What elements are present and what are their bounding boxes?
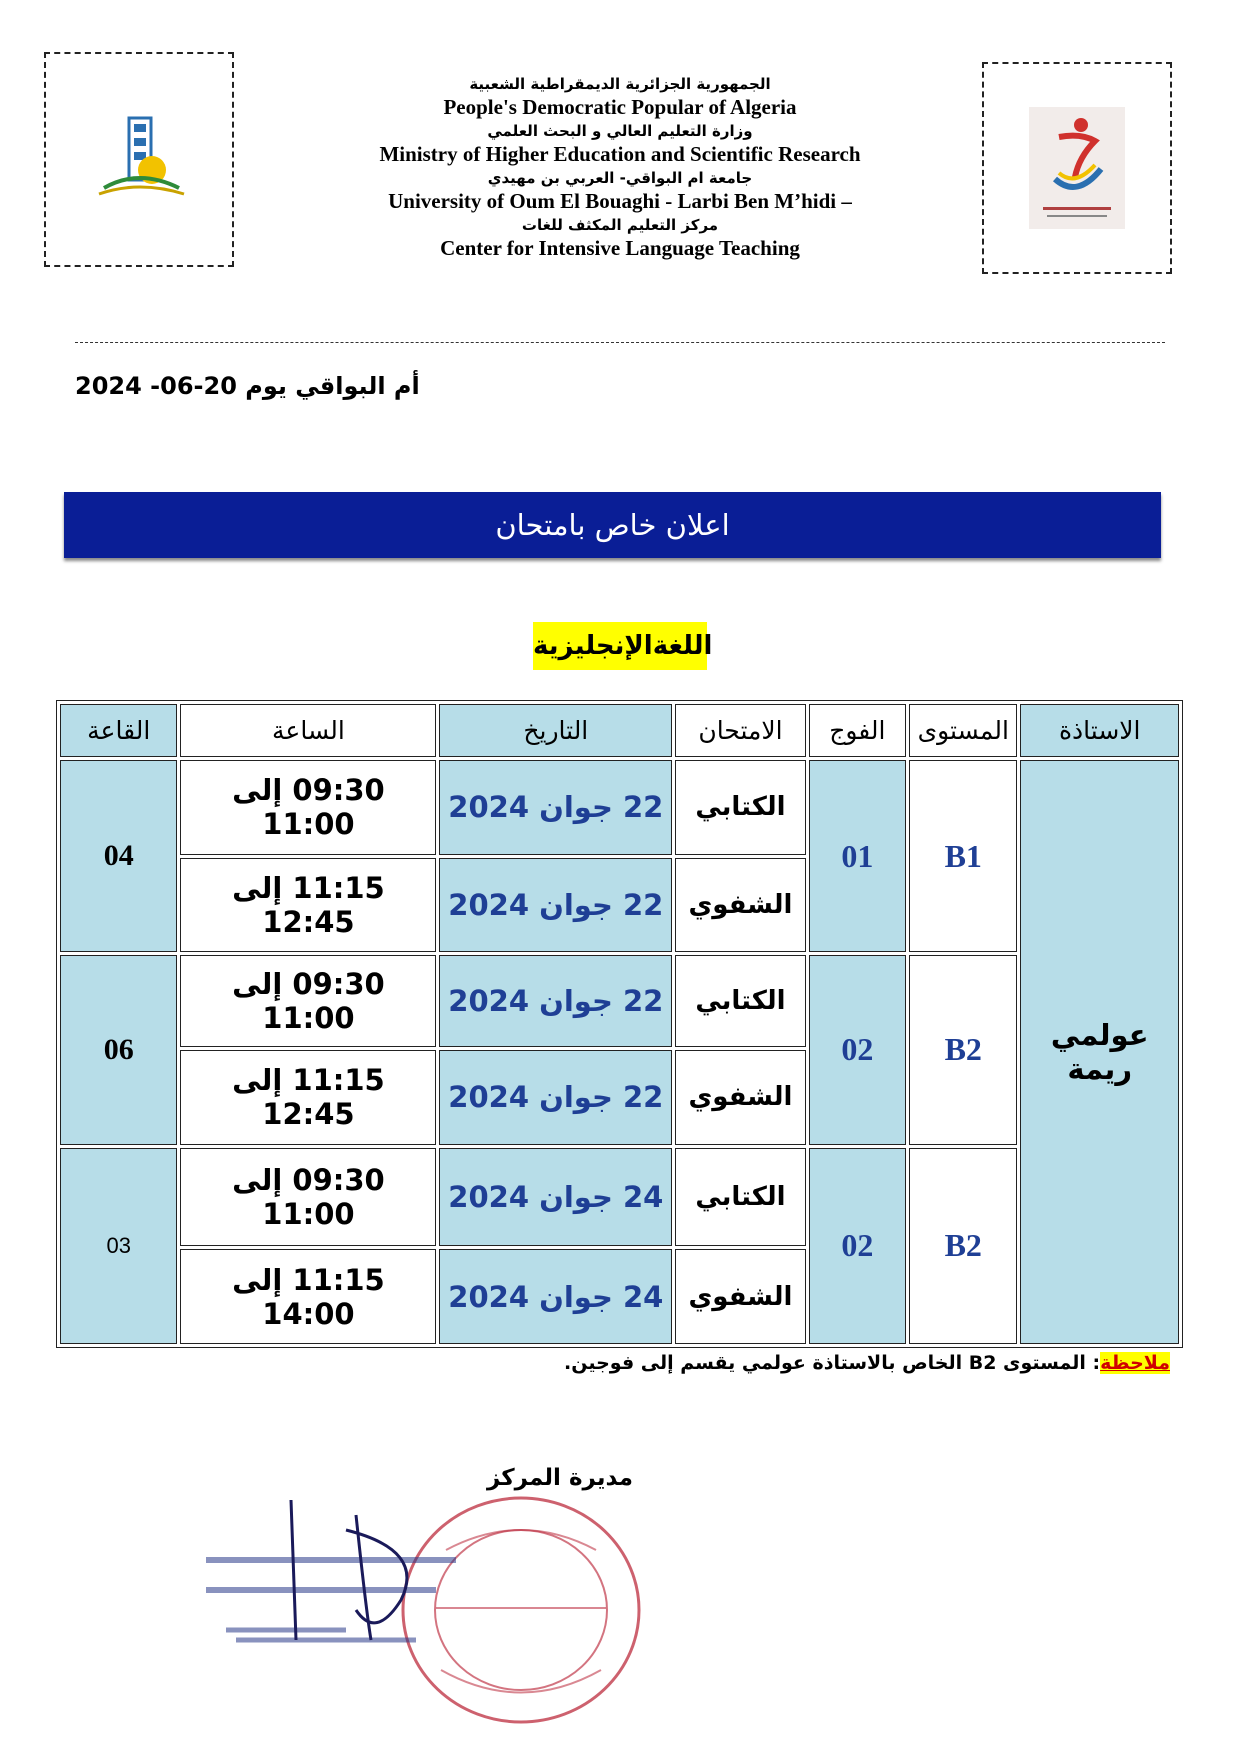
header-ar-center: مركز التعليم المكثف للغات (521, 216, 719, 234)
exam-type-cell: الكتابي (675, 1148, 805, 1247)
group-cell: 02 (809, 1148, 906, 1344)
exam-time-cell: 09:30 إلى 11:00 (180, 1148, 436, 1247)
exam-time-cell: 09:30 إلى 11:00 (180, 760, 436, 855)
teacher-name: عولمي ريمة (1020, 760, 1179, 1344)
exam-date-cell: 22 جوان 2024 (439, 1050, 672, 1145)
signature-stamp-area (196, 1490, 666, 1730)
header-divider (75, 342, 1165, 343)
exam-type-cell: الشفوي (675, 1050, 805, 1145)
header (260, 74, 980, 262)
header-ar-university: جامعة ام البواقي- العربي بن مهيدي (487, 169, 753, 187)
exam-date-cell: 24 جوان 2024 (439, 1249, 672, 1344)
header-exam: الامتحان (675, 704, 805, 757)
signer-title: مديرة المركز (487, 1465, 633, 1491)
header-date: التاريخ (439, 704, 672, 757)
exam-date-cell: 22 جوان 2024 (439, 955, 672, 1047)
note (500, 1352, 1170, 1374)
header-group: الفوج (809, 704, 906, 757)
center-logo-icon (1029, 107, 1125, 229)
header-level: المستوى (909, 704, 1017, 757)
subject-title: اللغةالإنجليزية (533, 622, 707, 670)
level-cell: B2 (909, 955, 1017, 1144)
table-row (60, 760, 1179, 855)
room-cell: 03 (60, 1148, 177, 1344)
exam-type-cell: الكتابي (675, 760, 805, 855)
group-cell: 02 (809, 955, 906, 1144)
place-date: أم البواقي يوم 20-06- 2024 (75, 372, 420, 400)
header-en-university: University of Oum El Bouaghi - Larbi Ben M’hidi – (388, 189, 852, 213)
exam-time-cell: 09:30 إلى 11:00 (180, 955, 436, 1047)
level-cell: B2 (909, 1148, 1017, 1344)
university-logo-frame (44, 52, 234, 267)
exam-date-cell: 22 جوان 2024 (439, 858, 672, 953)
table-header-row (60, 704, 1179, 757)
exam-date-cell: 22 جوان 2024 (439, 760, 672, 855)
table-row (60, 955, 1179, 1047)
header-teacher: الاستاذة (1020, 704, 1179, 757)
center-logo-frame (982, 62, 1172, 274)
header-room: القاعة (60, 704, 177, 757)
room-cell: 06 (60, 955, 177, 1144)
exam-time-cell: 11:15 إلى 12:45 (180, 858, 436, 953)
note-text: : المستوى B2 الخاص بالاستاذة عولمي يقسم إلى فوجين. (564, 1352, 1101, 1374)
official-stamp-icon (196, 1490, 666, 1730)
header-en-republic: People's Democratic Popular of Algeria (443, 95, 797, 119)
university-logo-icon (84, 110, 194, 210)
exam-type-cell: الشفوي (675, 1249, 805, 1344)
exam-time-cell: 11:15 إلى 12:45 (180, 1050, 436, 1145)
exam-type-cell: الشفوي (675, 858, 805, 953)
note-label: ملاحظة (1100, 1352, 1170, 1374)
header-ar-republic: الجمهورية الجزائرية الديمقراطية الشعبية (469, 75, 771, 93)
table-row (60, 1148, 1179, 1247)
room-cell: 04 (60, 760, 177, 952)
announcement-banner: اعلان خاص بامتحان (64, 492, 1161, 558)
exam-schedule-table (56, 700, 1183, 1348)
header-ar-ministry: وزارة التعليم العالي و البحث العلمي (487, 122, 753, 140)
exam-type-cell: الكتابي (675, 955, 805, 1047)
header-en-ministry: Ministry of Higher Education and Scientific Research (379, 142, 861, 166)
header-en-center: Center for Intensive Language Teaching (440, 236, 800, 260)
exam-time-cell: 11:15 إلى 14:00 (180, 1249, 436, 1344)
exam-date-cell: 24 جوان 2024 (439, 1148, 672, 1247)
header-time: الساعة (180, 704, 436, 757)
level-cell: B1 (909, 760, 1017, 952)
group-cell: 01 (809, 760, 906, 952)
